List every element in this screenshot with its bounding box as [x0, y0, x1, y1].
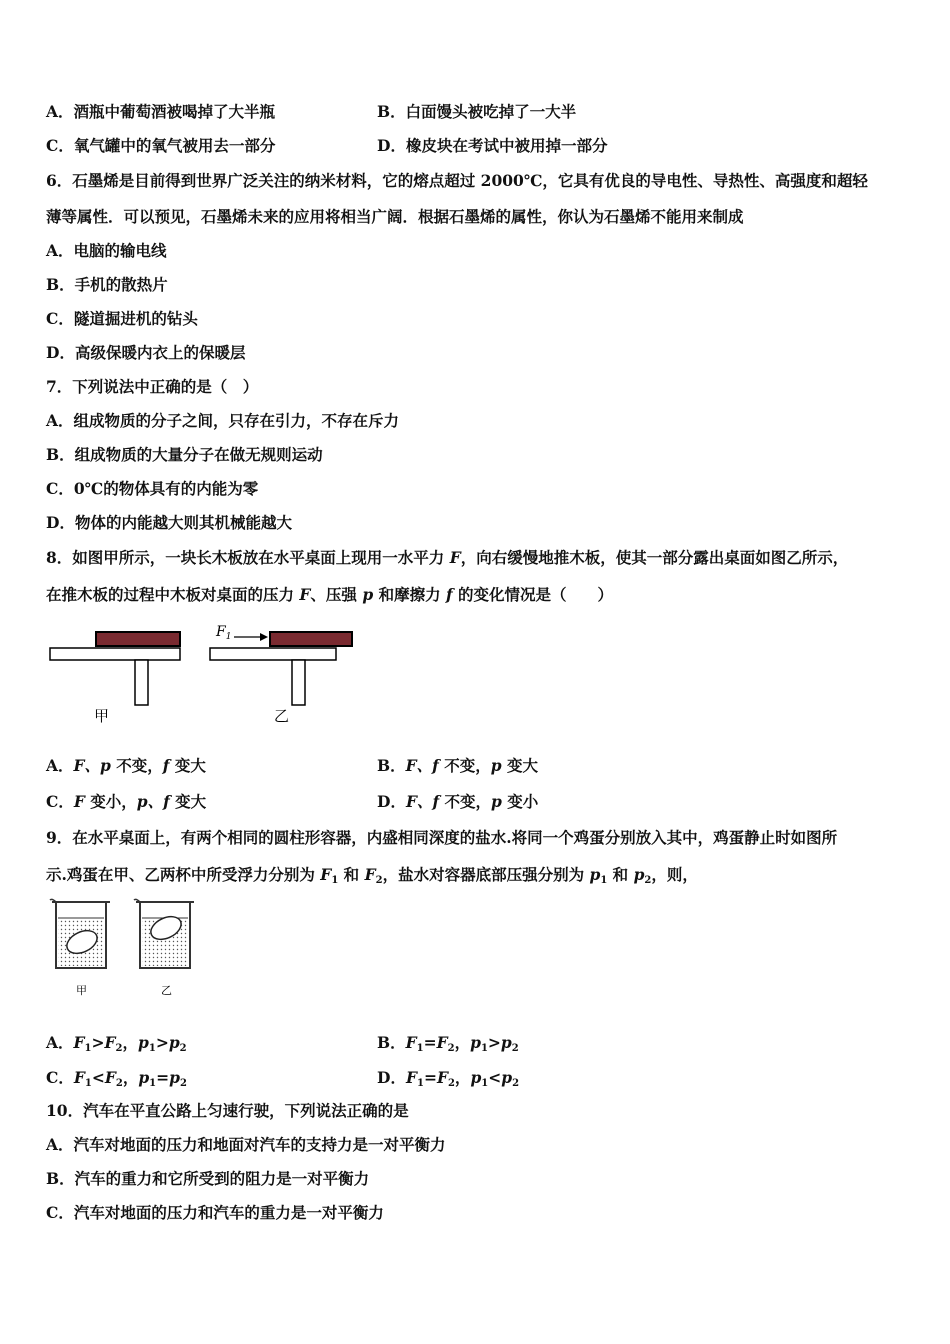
q8-option-b: B．F、f 不变，p 变大 [377, 756, 538, 775]
q7-option-d: D．物体的内能越大则其机械能越大 [46, 513, 292, 532]
q5-option-d: D．橡皮块在考试中被用掉一部分 [377, 136, 608, 155]
q5-option-b: B．白面馒头被吃掉了一大半 [377, 102, 577, 121]
board-jia [96, 632, 180, 646]
q10-option-a: A．汽车对地面的压力和地面对汽车的支持力是一对平衡力 [46, 1135, 446, 1154]
q10-option-b: B．汽车的重力和它所受到的阻力是一对平衡力 [46, 1169, 370, 1188]
label-yi: 乙 [274, 707, 290, 725]
q8-option-d: D．F、f 不变，p 变小 [377, 792, 539, 811]
q6-stem-line2: 薄等属性．可以预见，石墨烯未来的应用将相当广阔．根据石墨烯的属性，你认为石墨烯不能用来制成 [46, 207, 744, 226]
q5-option-a: A．酒瓶中葡萄酒被喝掉了大半瓶 [46, 102, 276, 121]
q6-option-a: A．电脑的输电线 [46, 241, 167, 260]
q9-option-a: A．$F_1>F_2$，$p_1>p_2$ [46, 1033, 187, 1054]
table-leg-yi [292, 660, 305, 705]
q6-option-b: B．手机的散热片 [46, 275, 168, 294]
q8-option-a: A．F、p 不变，f 变大 [46, 756, 206, 775]
label-beaker-jia: 甲 [76, 984, 87, 997]
q7-option-b: B．组成物质的大量分子在做无规则运动 [46, 445, 323, 464]
force-label: $F_1$ [216, 624, 232, 642]
label-jia: 甲 [94, 707, 110, 725]
label-beaker-yi: 乙 [161, 984, 172, 997]
q7-option-a: A．组成物质的分子之间，只存在引力，不存在斥力 [46, 411, 400, 430]
table-top-jia [50, 648, 180, 660]
q8-stem-line2: 在推木板的过程中木板对桌面的压力 F、压强 p 和摩擦力 f 的变化情况是（ ） [46, 585, 614, 604]
q9-option-d: D．$F_1=F_2$，$p_1<p_2$ [377, 1068, 520, 1089]
q9-stem-line2: 示.鸡蛋在甲、乙两杯中所受浮力分别为 $F_1$ 和 $F_2$，盐水对容器底部压强分别为 $p_1$ 和 $p_2$，则， [46, 865, 698, 886]
q8-option-c: C．F 变小，p、f 变大 [46, 792, 207, 811]
q10-option-c: C．汽车对地面的压力和汽车的重力是一对平衡力 [46, 1203, 384, 1222]
q6-stem-line1: 6．石墨烯是目前得到世界广泛关注的纳米材料，它的熔点超过 2000℃，它具有优良的导电性、导热性、高强度和超轻 [46, 171, 868, 190]
q8-stem-line1: 8．如图甲所示，一块长木板放在水平桌面上现用一水平力 F，向右缓慢地推木板，使其一部分露出桌面如图乙所示， [46, 548, 849, 567]
q5-option-c: C．氧气罐中的氧气被用去一部分 [46, 136, 276, 155]
q8-figure [48, 620, 368, 730]
q7-option-c: C．0℃的物体具有的内能为零 [46, 479, 259, 498]
table-top-yi [210, 648, 336, 660]
q9-option-c: C．$F_1<F_2$，$p_1=p_2$ [46, 1068, 187, 1089]
q7-stem: 7．下列说法中正确的是（ ） [46, 377, 259, 396]
force-arrow-head-icon [260, 633, 268, 641]
q6-option-d: D．高级保暖内衣上的保暖层 [46, 343, 246, 362]
q9-stem-line1: 9．在水平桌面上，有两个相同的圆柱形容器，内盛相同深度的盐水.将同一个鸡蛋分别放入其中，鸡蛋静止时如图所 [46, 828, 838, 847]
q9-figure [48, 896, 208, 1006]
table-leg-jia [135, 660, 148, 705]
q10-stem: 10．汽车在平直公路上匀速行驶，下列说法正确的是 [46, 1101, 409, 1120]
board-yi [270, 632, 352, 646]
q9-option-b: B．$F_1=F_2$，$p_1>p_2$ [377, 1033, 519, 1054]
q6-option-c: C．隧道掘进机的钻头 [46, 309, 198, 328]
